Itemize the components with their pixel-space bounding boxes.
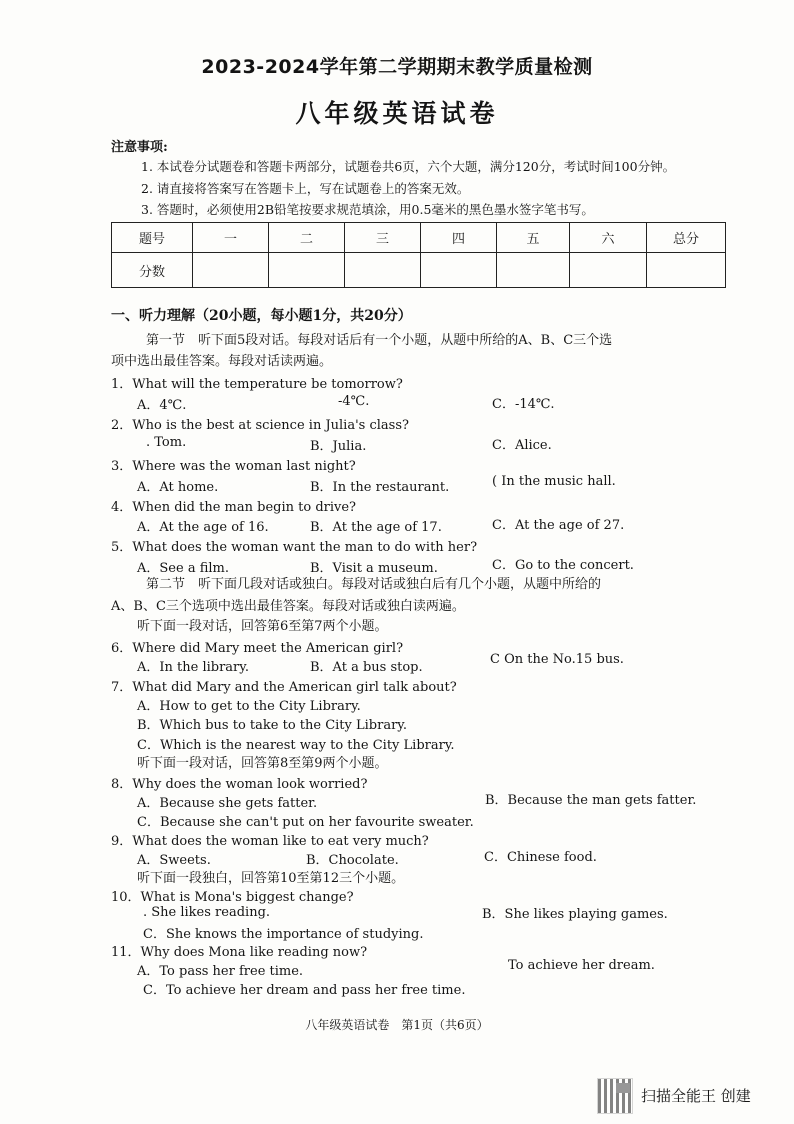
table-cell: 二: [269, 223, 345, 253]
option-c: ( In the music hall.: [492, 474, 616, 489]
question-stem: 10．What is Mona's biggest change?: [111, 890, 354, 905]
option-c: C．Go to the concert.: [492, 558, 634, 573]
question-stem: 6．Where did Mary meet the American girl?: [111, 641, 404, 656]
option-a: . Tom.: [146, 435, 187, 450]
dialogue-intro: 听下面一段对话，回答第8至第9两个小题。: [137, 756, 388, 771]
option-b: B．Because the man gets fatter.: [485, 793, 697, 808]
question-stem: 7．What did Mary and the American girl talk about?: [111, 680, 457, 695]
section-heading: 一、听力理解（20小题，每小题1分，共20分）: [111, 308, 412, 324]
score-input-cell[interactable]: [421, 253, 497, 288]
option-c: C On the No.15 bus.: [490, 652, 624, 667]
table-cell: 题号: [112, 223, 193, 253]
table-cell: 四: [421, 223, 497, 253]
exam-subtitle: 八年级英语试卷: [295, 99, 499, 128]
option-c: C．-14℃.: [492, 397, 555, 412]
option-b: B．In the restaurant.: [310, 480, 450, 495]
table-cell: 六: [570, 223, 647, 253]
part1-instructions-cont: 项中选出最佳答案。每段对话读两遍。: [111, 354, 333, 369]
option-b: To achieve her dream.: [508, 958, 655, 973]
score-table-score-row: [112, 253, 726, 288]
part1-instructions: 第一节 听下面5段对话。每段对话后有一个小题，从题中所给的A、B、C三个选: [146, 333, 613, 348]
option-a: . She likes reading.: [143, 905, 271, 920]
monologue-intro: 听下面一段独白，回答第10至第12三个小题。: [137, 871, 405, 886]
table-cell: 一: [193, 223, 269, 253]
option-c: C．She knows the importance of studying.: [143, 927, 424, 942]
option-a: A．See a film.: [137, 561, 229, 576]
notice-heading: 注意事项:: [111, 140, 168, 155]
table-cell: 三: [345, 223, 421, 253]
table-cell: 总分: [647, 223, 726, 253]
part2-instructions: 第二节 听下面几段对话或独白。每段对话或独白后有几个小题，从题中所给的: [146, 577, 602, 592]
part2-instructions-cont: A、B、C三个选项中选出最佳答案。每段对话或独白读两遍。: [111, 599, 465, 614]
question-stem: 4．When did the man begin to drive?: [111, 500, 357, 515]
option-a: A．At home.: [137, 480, 219, 495]
option-b: B．At the age of 17.: [310, 520, 442, 535]
question-stem: 2．Who is the best at science in Julia's class?: [111, 418, 409, 433]
option-b: B．Which bus to take to the City Library.: [137, 718, 408, 733]
option-c: C．Which is the nearest way to the City Library.: [137, 738, 455, 753]
score-input-cell[interactable]: [345, 253, 421, 288]
option-c: C．At the age of 27.: [492, 518, 625, 533]
notice-item: 2. 请直接将答案写在答题卡上，写在试题卷上的答案无效。: [141, 181, 470, 196]
score-input-cell[interactable]: [497, 253, 570, 288]
notice-item: 3. 答题时，必须使用2B铅笔按要求规范填涂，用0.5毫米的黑色墨水签字笔书写。: [141, 202, 594, 217]
option-a: A．In the library.: [137, 660, 250, 675]
question-stem: 8．Why does the woman look worried?: [111, 777, 368, 792]
dialogue-intro: 听下面一段对话，回答第6至第7两个小题。: [137, 619, 388, 634]
option-b: B．Chocolate.: [306, 853, 399, 868]
score-input-cell[interactable]: [193, 253, 269, 288]
option-c: C．Because she can't put on her favourite sweater.: [137, 815, 474, 830]
option-c: C．Chinese food.: [484, 850, 597, 865]
watermark-text: 扫描全能王 创建: [641, 1087, 751, 1105]
table-cell: 五: [497, 223, 570, 253]
option-b: B．At a bus stop.: [310, 660, 423, 675]
question-stem: 9．What does the woman like to eat very much?: [111, 834, 429, 849]
option-b: B．Julia.: [310, 439, 367, 454]
score-input-cell[interactable]: [269, 253, 345, 288]
score-table-header-row: [112, 223, 726, 253]
option-a: A．Sweets.: [137, 853, 211, 868]
question-stem: 1．What will the temperature be tomorrow?: [111, 377, 403, 392]
qr-code-icon: [597, 1078, 633, 1114]
option-a: A．How to get to the City Library.: [137, 699, 361, 714]
notice-item: 1. 本试卷分试题卷和答题卡两部分，试题卷共6页，六个大题，满分120分，考试时间100分钟。: [141, 159, 676, 174]
option-c: C．Alice.: [492, 438, 552, 453]
score-input-cell[interactable]: [647, 253, 726, 288]
option-a: A．Because she gets fatter.: [137, 796, 318, 811]
exam-title: 2023-2024学年第二学期期末教学质量检测: [201, 56, 593, 78]
option-a: A．At the age of 16.: [137, 520, 269, 535]
score-input-cell[interactable]: [570, 253, 647, 288]
option-b: B．She likes playing games.: [482, 907, 668, 922]
option-b: B．Visit a museum.: [310, 561, 438, 576]
question-stem: 3．Where was the woman last night?: [111, 459, 356, 474]
score-table: [111, 222, 726, 288]
option-a: A．4℃.: [137, 398, 187, 413]
page-footer: 八年级英语试卷 第1页（共6页）: [305, 1018, 489, 1032]
scanner-watermark: [597, 1078, 787, 1114]
table-cell: 分数: [112, 253, 193, 288]
option-b: -4℃.: [338, 394, 370, 409]
option-a: A．To pass her free time.: [137, 964, 304, 979]
question-stem: 11．Why does Mona like reading now?: [111, 945, 368, 960]
option-c: C．To achieve her dream and pass her free time.: [143, 983, 466, 998]
question-stem: 5．What does the woman want the man to do with her?: [111, 540, 478, 555]
